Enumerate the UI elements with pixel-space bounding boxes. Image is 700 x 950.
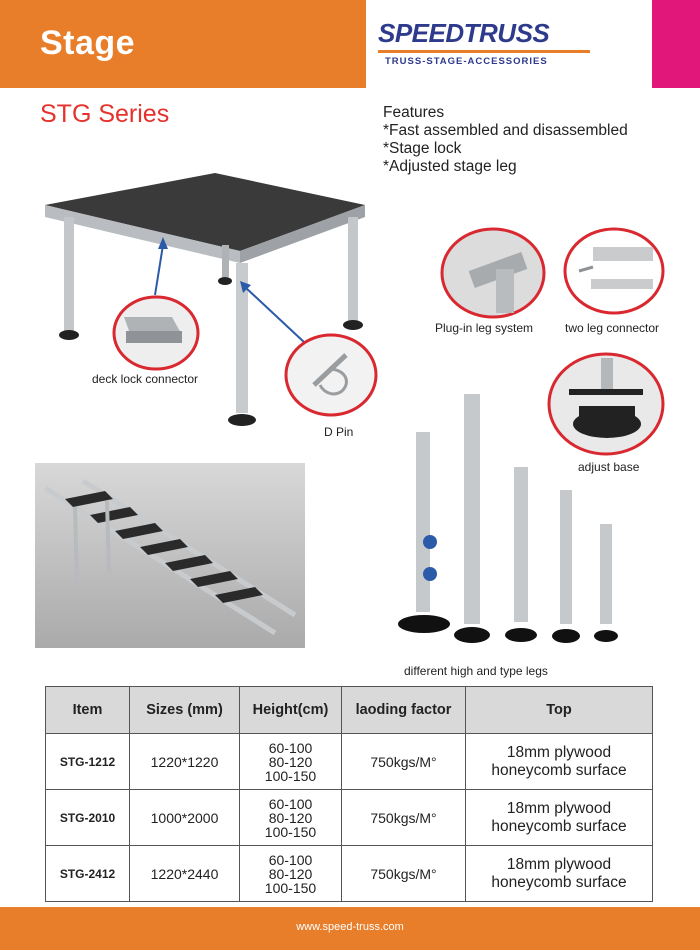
brand-tagline: TRUSS-STAGE-ACCESSORIES bbox=[385, 56, 548, 67]
feature-item: *Fast assembled and disassembled bbox=[383, 122, 628, 139]
column-header-top: Top bbox=[466, 687, 653, 734]
series-title: STG Series bbox=[40, 100, 170, 128]
cell-height bbox=[240, 790, 342, 846]
caption-adjust-base: adjust base bbox=[578, 460, 640, 474]
height-value: 80-120 bbox=[268, 753, 313, 770]
cell-item: STG-2412 bbox=[46, 846, 130, 902]
feature-item: *Adjusted stage leg bbox=[383, 158, 517, 175]
cell-load: 750kgs/M° bbox=[342, 734, 466, 790]
two-leg-connector-image bbox=[563, 227, 665, 315]
column-header-load: laoding factor bbox=[342, 687, 466, 734]
cell-size: 1220*1220 bbox=[130, 734, 240, 790]
footer-bar bbox=[0, 907, 700, 950]
caption-d-pin: D Pin bbox=[324, 425, 354, 439]
column-header-size: Sizes (mm) bbox=[130, 687, 240, 734]
top-line: honeycomb surface bbox=[491, 761, 627, 779]
cell-load: 750kgs/M° bbox=[342, 846, 466, 902]
top-line: honeycomb surface bbox=[491, 817, 627, 835]
feature-item: *Stage lock bbox=[383, 140, 462, 157]
table-header-row bbox=[46, 687, 653, 734]
features-heading: Features bbox=[383, 104, 445, 121]
cell-item: STG-2010 bbox=[46, 790, 130, 846]
caption-two-leg: two leg connector bbox=[565, 321, 660, 335]
brand-logo: SPEEDTRUSS bbox=[378, 18, 550, 48]
table-row bbox=[46, 790, 653, 846]
height-value: 100-150 bbox=[264, 823, 317, 840]
top-line: 18mm plywood bbox=[506, 743, 612, 761]
cell-height bbox=[240, 734, 342, 790]
height-value: 100-150 bbox=[264, 767, 317, 784]
cell-size: 1220*2440 bbox=[130, 846, 240, 902]
spec-table bbox=[45, 686, 653, 902]
height-value: 100-150 bbox=[264, 879, 317, 896]
accent-strip bbox=[652, 0, 700, 88]
page-title: Stage bbox=[40, 24, 136, 62]
plug-in-leg-image bbox=[440, 227, 546, 319]
table-row bbox=[46, 734, 653, 790]
cell-top bbox=[466, 846, 653, 902]
height-value: 60-100 bbox=[268, 795, 313, 812]
cell-load: 750kgs/M° bbox=[342, 790, 466, 846]
logo-underline bbox=[378, 50, 590, 53]
d-pin-image bbox=[284, 333, 378, 417]
top-line: 18mm plywood bbox=[506, 855, 612, 873]
table-row bbox=[46, 846, 653, 902]
top-line: 18mm plywood bbox=[506, 799, 612, 817]
caption-plug-in: Plug-in leg system bbox=[435, 321, 534, 335]
cell-top bbox=[466, 734, 653, 790]
height-value: 60-100 bbox=[268, 851, 313, 868]
height-value: 80-120 bbox=[268, 865, 313, 882]
stage-legs-image bbox=[392, 392, 642, 647]
cell-top bbox=[466, 790, 653, 846]
cell-item: STG-1212 bbox=[46, 734, 130, 790]
caption-legs: different high and type legs bbox=[404, 664, 548, 678]
height-value: 80-120 bbox=[268, 809, 313, 826]
stair-unit-image bbox=[35, 463, 305, 648]
top-line: honeycomb surface bbox=[491, 873, 627, 891]
features-list bbox=[383, 104, 628, 176]
caption-deck-lock: deck lock connector bbox=[92, 372, 199, 386]
column-header-item: Item bbox=[46, 687, 130, 734]
cell-size: 1000*2000 bbox=[130, 790, 240, 846]
column-header-height: Height(cm) bbox=[240, 687, 342, 734]
website-url[interactable]: www.speed-truss.com bbox=[296, 921, 404, 933]
cell-height bbox=[240, 846, 342, 902]
deck-lock-connector-image bbox=[112, 295, 200, 371]
height-value: 60-100 bbox=[268, 739, 313, 756]
